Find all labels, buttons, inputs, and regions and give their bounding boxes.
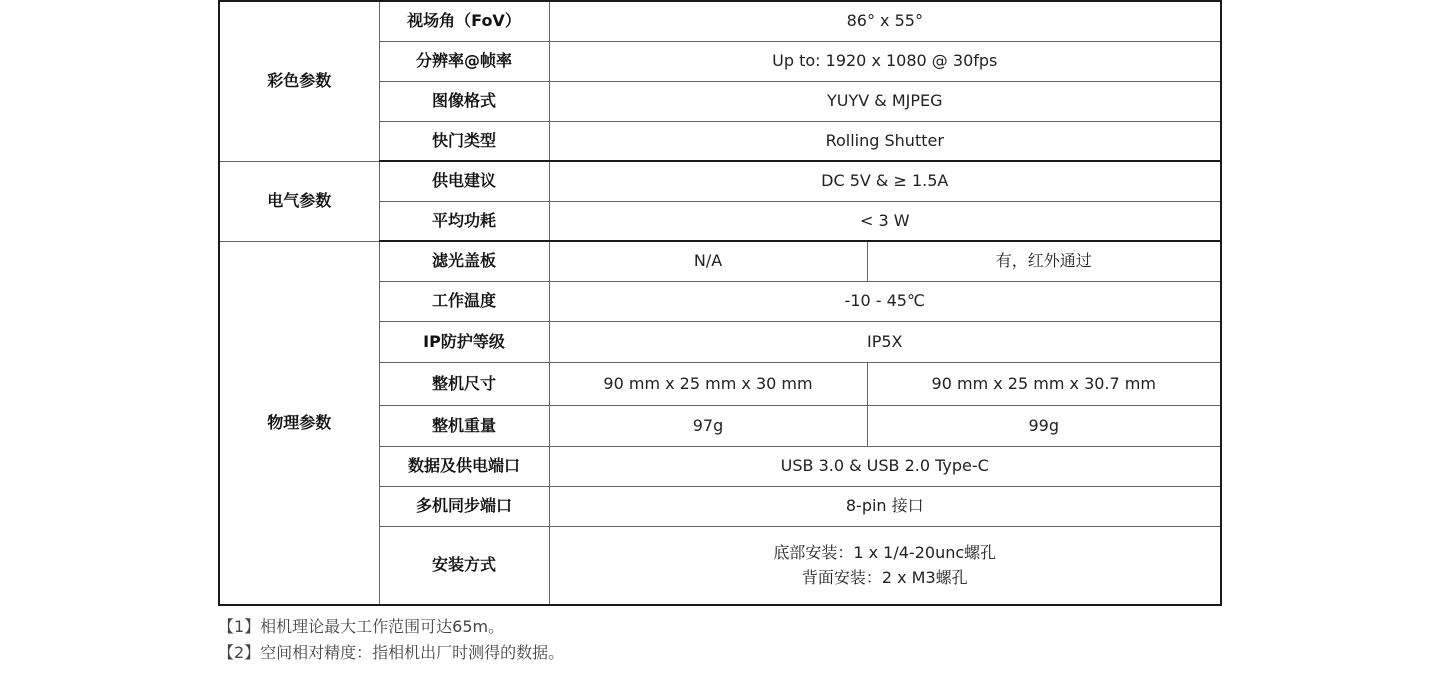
- value-power-supply: DC 5V & ≥ 1.5A: [549, 161, 1221, 201]
- param-power-supply: 供电建议: [379, 161, 549, 201]
- footnote-1: 【1】相机理论最大工作范围可达65m。: [218, 617, 505, 636]
- param-power-consumption: 平均功耗: [379, 201, 549, 241]
- value-sync-port: 8-pin 接口: [549, 486, 1221, 526]
- value-operating-temp: -10 - 45℃: [549, 281, 1221, 321]
- value-ip-rating: IP5X: [549, 321, 1221, 362]
- group-physical-params: 物理参数: [219, 241, 379, 605]
- value-filter-cover-left: N/A: [549, 241, 867, 281]
- group-electrical-params: 电气参数: [219, 161, 379, 241]
- value-resolution: Up to: 1920 x 1080 @ 30fps: [549, 41, 1221, 81]
- table-row: [219, 161, 1221, 201]
- spec-table: [218, 0, 1222, 606]
- footnote-2: 【2】空间相对精度：指相机出厂时测得的数据。: [218, 643, 565, 662]
- param-operating-temp: 工作温度: [379, 281, 549, 321]
- param-resolution: 分辨率@帧率: [379, 41, 549, 81]
- value-filter-cover-right: 有，红外通过: [867, 241, 1221, 281]
- param-data-power-port: 数据及供电端口: [379, 446, 549, 486]
- value-mounting: [549, 526, 1221, 605]
- param-dimensions: 整机尺寸: [379, 362, 549, 405]
- param-fov: 视场角（FoV）: [379, 1, 549, 41]
- param-sync-port: 多机同步端口: [379, 486, 549, 526]
- param-mounting: 安装方式: [379, 526, 549, 605]
- mounting-line-back: 背面安装：2 x M3螺孔: [801, 568, 968, 588]
- value-weight-right: 99g: [867, 405, 1221, 446]
- value-data-power-port: USB 3.0 & USB 2.0 Type-C: [549, 446, 1221, 486]
- value-image-format: YUYV & MJPEG: [549, 81, 1221, 121]
- param-shutter-type: 快门类型: [379, 121, 549, 161]
- value-shutter-type: Rolling Shutter: [549, 121, 1221, 161]
- mounting-line-bottom: 底部安装：1 x 1/4-20unc螺孔: [773, 543, 997, 563]
- value-power-consumption: < 3 W: [549, 201, 1221, 241]
- value-weight-left: 97g: [549, 405, 867, 446]
- param-weight: 整机重量: [379, 405, 549, 446]
- table-row: [219, 1, 1221, 41]
- value-dimensions-right: 90 mm x 25 mm x 30.7 mm: [867, 362, 1221, 405]
- param-image-format: 图像格式: [379, 81, 549, 121]
- value-dimensions-left: 90 mm x 25 mm x 30 mm: [549, 362, 867, 405]
- table-row: [219, 241, 1221, 281]
- value-fov: 86° x 55°: [549, 1, 1221, 41]
- param-filter-cover: 滤光盖板: [379, 241, 549, 281]
- param-ip-rating: IP防护等级: [379, 321, 549, 362]
- group-color-params: 彩色参数: [219, 1, 379, 161]
- footnotes: [218, 614, 564, 666]
